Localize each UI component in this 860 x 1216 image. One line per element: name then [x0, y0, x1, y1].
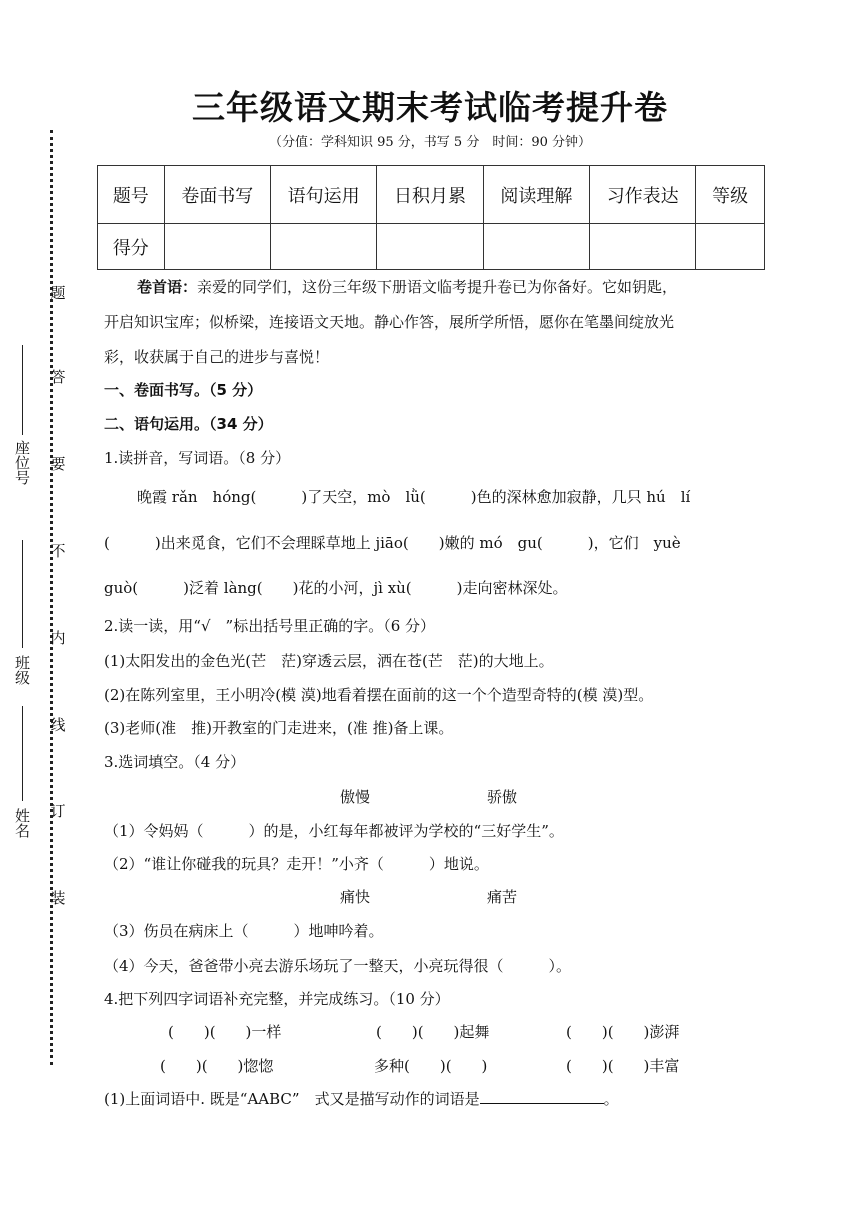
question-item: (3)老师(准 推)开教室的门走进来，(准 推)备上课。 — [104, 719, 454, 737]
name-blank[interactable] — [22, 706, 23, 801]
score-cell[interactable] — [590, 224, 696, 270]
idiom-blank: ( )( )澎湃 — [566, 1023, 680, 1041]
question-title: 1.读拼音，写词语。（8 分） — [104, 449, 291, 467]
table-row-label: 得分 — [98, 224, 165, 270]
table-header: 阅读理解 — [483, 166, 589, 224]
score-cell[interactable] — [483, 224, 589, 270]
binding-dotted-line — [50, 130, 53, 1065]
idiom-blank: ( )( )起舞 — [376, 1023, 490, 1041]
score-cell[interactable] — [696, 224, 765, 270]
idiom-blank: ( )( )丰富 — [566, 1057, 680, 1075]
question-item: （1）令妈妈（ ）的是，小红每年都被评为学校的“三好学生”。 — [104, 822, 564, 840]
binding-char: 答 — [50, 368, 66, 386]
question-title: 4.把下列四字词语补充完整，并完成练习。（10 分） — [104, 990, 450, 1008]
question-item: （3）伤员在病床上（ ）地呻吟着。 — [104, 922, 384, 940]
intro-text-1: 亲爱的同学们，这份三年级下册语文临考提升卷已为你备好。它如钥匙， — [197, 278, 678, 296]
score-table — [97, 165, 765, 270]
question-title: 3.选词填空。（4 分） — [104, 753, 246, 771]
score-cell[interactable] — [164, 224, 270, 270]
section-heading: 一、卷面书写。（5 分） — [104, 381, 263, 399]
pinyin-line: ( )出来觅食，它们不会理睬草地上 jiāo( )嫩的 mó gu( )，它们 yuè — [104, 534, 681, 552]
seat-number-label: 座位号 — [13, 440, 31, 485]
intro-line-3: 彩，收获属于自己的进步与喜悦！ — [104, 348, 330, 366]
idiom-blank: 多种( )( ) — [374, 1057, 488, 1075]
word-option: 痛快 — [340, 888, 371, 906]
sub-question-end: 。 — [603, 1090, 619, 1108]
intro-label: 卷首语： — [137, 278, 198, 296]
intro-line-2: 开启知识宝库；似桥梁，连接语文天地。静心作答，展所学所悟，愿你在笔墨间绽放光 — [104, 313, 675, 331]
question-item: （4）今天，爸爸带小亮去游乐场玩了一整天，小亮玩得很（ ）。 — [104, 957, 572, 975]
idiom-blank: ( )( )一样 — [168, 1023, 282, 1041]
page-subtitle: （分值：学科知识 95 分，书写 5 分 时间：90 分钟） — [268, 135, 592, 150]
table-header: 日积月累 — [377, 166, 483, 224]
pinyin-line: guò( )泛着 làng( )花的小河，jì xù( )走向密林深处。 — [104, 579, 568, 597]
sub-question — [104, 1088, 619, 1109]
score-cell[interactable] — [377, 224, 483, 270]
table-header: 等级 — [696, 166, 765, 224]
table-header: 语句运用 — [270, 166, 376, 224]
word-option: 傲慢 — [340, 788, 371, 806]
binding-char: 要 — [50, 455, 66, 473]
table-header: 题号 — [98, 166, 165, 224]
word-option: 痛苦 — [487, 888, 518, 906]
question-item: (2)在陈列室里，王小明冷(模 漠)地看着摆在面前的这一个个造型奇特的(模 漠)型。 — [104, 686, 654, 704]
class-label: 班级 — [13, 655, 31, 685]
word-option: 骄傲 — [487, 788, 518, 806]
binding-char: 线 — [50, 716, 66, 734]
binding-char: 装 — [50, 889, 66, 907]
intro-line-1 — [137, 276, 677, 297]
sub-question-text: (1)上面词语中. 既是“AABC” 式又是描写动作的词语是 — [104, 1090, 480, 1108]
table-header: 习作表达 — [590, 166, 696, 224]
page-title: 三年级语文期末考试临考提升卷 — [192, 88, 668, 127]
score-cell[interactable] — [270, 224, 376, 270]
table-header: 卷面书写 — [164, 166, 270, 224]
section-heading: 二、语句运用。（34 分） — [104, 415, 273, 433]
question-title: 2.读一读，用“√ ”标出括号里正确的字。（6 分） — [104, 617, 436, 635]
question-item: (1)太阳发出的金色光(芒 茫)穿透云层，洒在苍(芒 茫)的大地上。 — [104, 652, 554, 670]
idiom-blank: ( )( )惚惚 — [160, 1057, 274, 1075]
class-blank[interactable] — [22, 540, 23, 648]
binding-char: 不 — [50, 542, 66, 560]
answer-blank[interactable] — [480, 1089, 604, 1104]
pinyin-line: 晚霞 rǎn hóng( )了天空，mò lǜ( )色的深林愈加寂静，几只 hú lí — [137, 488, 691, 506]
seat-number-blank[interactable] — [22, 345, 23, 435]
binding-char: 订 — [50, 802, 66, 820]
question-item: （2）“谁让你碰我的玩具？走开！”小齐（ ）地说。 — [104, 855, 489, 873]
binding-char: 题 — [50, 284, 66, 302]
binding-char: 内 — [50, 629, 66, 647]
name-label: 姓名 — [13, 808, 31, 838]
